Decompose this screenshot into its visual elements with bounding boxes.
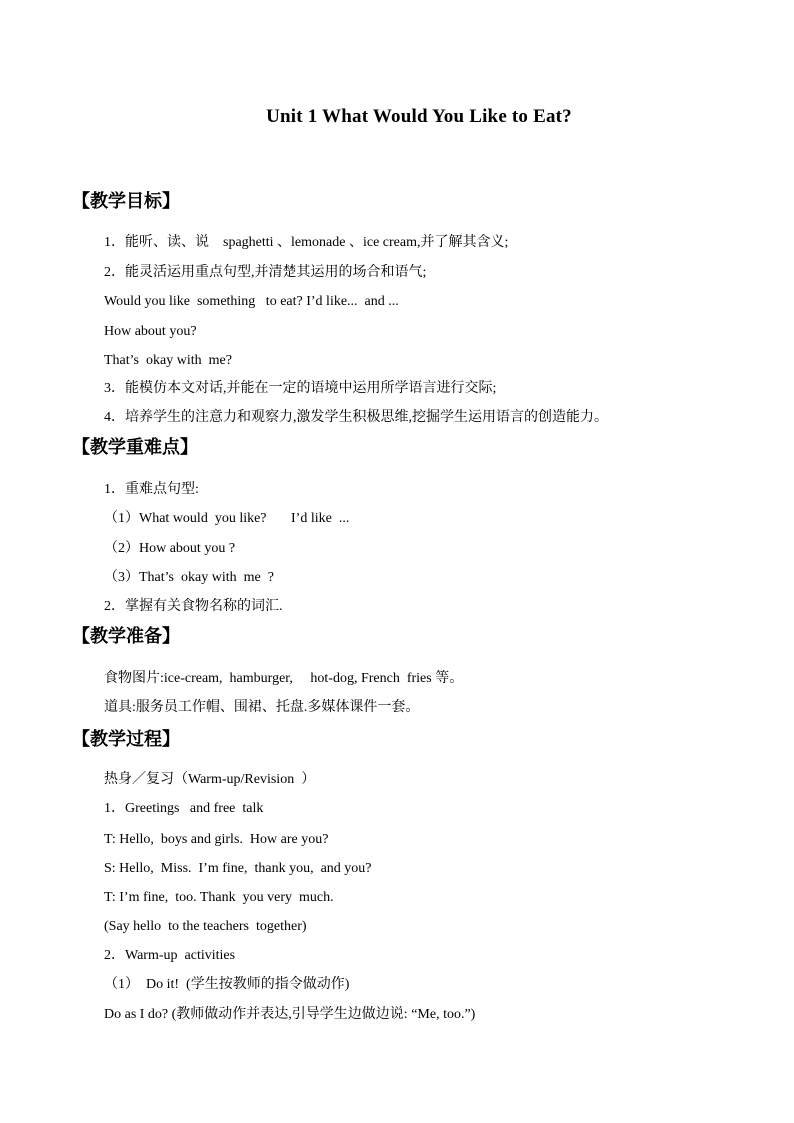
- process-line-1: 热身／复习（Warm-up/Revision ）: [104, 772, 316, 787]
- key-point-line-2: （1）What would you like? I’d like ...: [104, 511, 350, 526]
- objective-line-7: 4．培养学生的注意力和观察力,激发学生积极思维,挖掘学生运用语言的创造能力。: [104, 410, 608, 425]
- process-line-6: (Say hello to the teachers together): [104, 919, 307, 934]
- section-heading-preparation: 【教学准备】: [72, 626, 180, 647]
- objective-line-5: That’s okay with me?: [104, 353, 232, 368]
- key-point-line-4: （3）That’s okay with me ?: [104, 570, 274, 585]
- section-heading-objectives: 【教学目标】: [72, 191, 180, 212]
- process-line-4: S: Hello, Miss. I’m fine, thank you, and you?: [104, 861, 372, 876]
- key-point-line-1: 1．重难点句型:: [104, 482, 199, 497]
- objective-line-2: 2．能灵活运用重点句型,并清楚其运用的场合和语气;: [104, 265, 427, 280]
- objective-line-6: 3．能模仿本文对话,并能在一定的语境中运用所学语言进行交际;: [104, 381, 497, 396]
- preparation-line-1: 食物图片:ice-cream, hamburger, hot-dog, French fries 等。: [104, 671, 464, 686]
- process-line-3: T: Hello, boys and girls. How are you?: [104, 832, 329, 847]
- process-line-8: （1） Do it! (学生按教师的指令做动作): [104, 977, 350, 992]
- key-point-line-5: 2．掌握有关食物名称的词汇.: [104, 599, 283, 614]
- section-heading-process: 【教学过程】: [72, 729, 180, 750]
- process-line-7: 2．Warm-up activities: [104, 948, 236, 963]
- objective-line-1: 1．能听、读、说 spaghetti 、lemonade 、ice cream,并了解其含义;: [104, 235, 509, 250]
- preparation-line-2: 道具:服务员工作帽、围裙、托盘.多媒体课件一套。: [104, 700, 420, 715]
- key-point-line-3: （2）How about you ?: [104, 541, 236, 556]
- process-line-5: T: I’m fine, too. Thank you very much.: [104, 890, 334, 905]
- section-heading-key-points: 【教学重难点】: [72, 437, 198, 458]
- process-line-9: Do as I do? (教师做动作并表达,引导学生边做边说: “Me, too.”): [104, 1007, 476, 1022]
- process-line-2: 1．Greetings and free talk: [104, 801, 264, 816]
- page-title: Unit 1 What Would You Like to Eat?: [266, 106, 572, 127]
- objective-line-4: How about you?: [104, 324, 197, 339]
- objective-line-3: Would you like something to eat? I’d like... and ...: [104, 294, 399, 309]
